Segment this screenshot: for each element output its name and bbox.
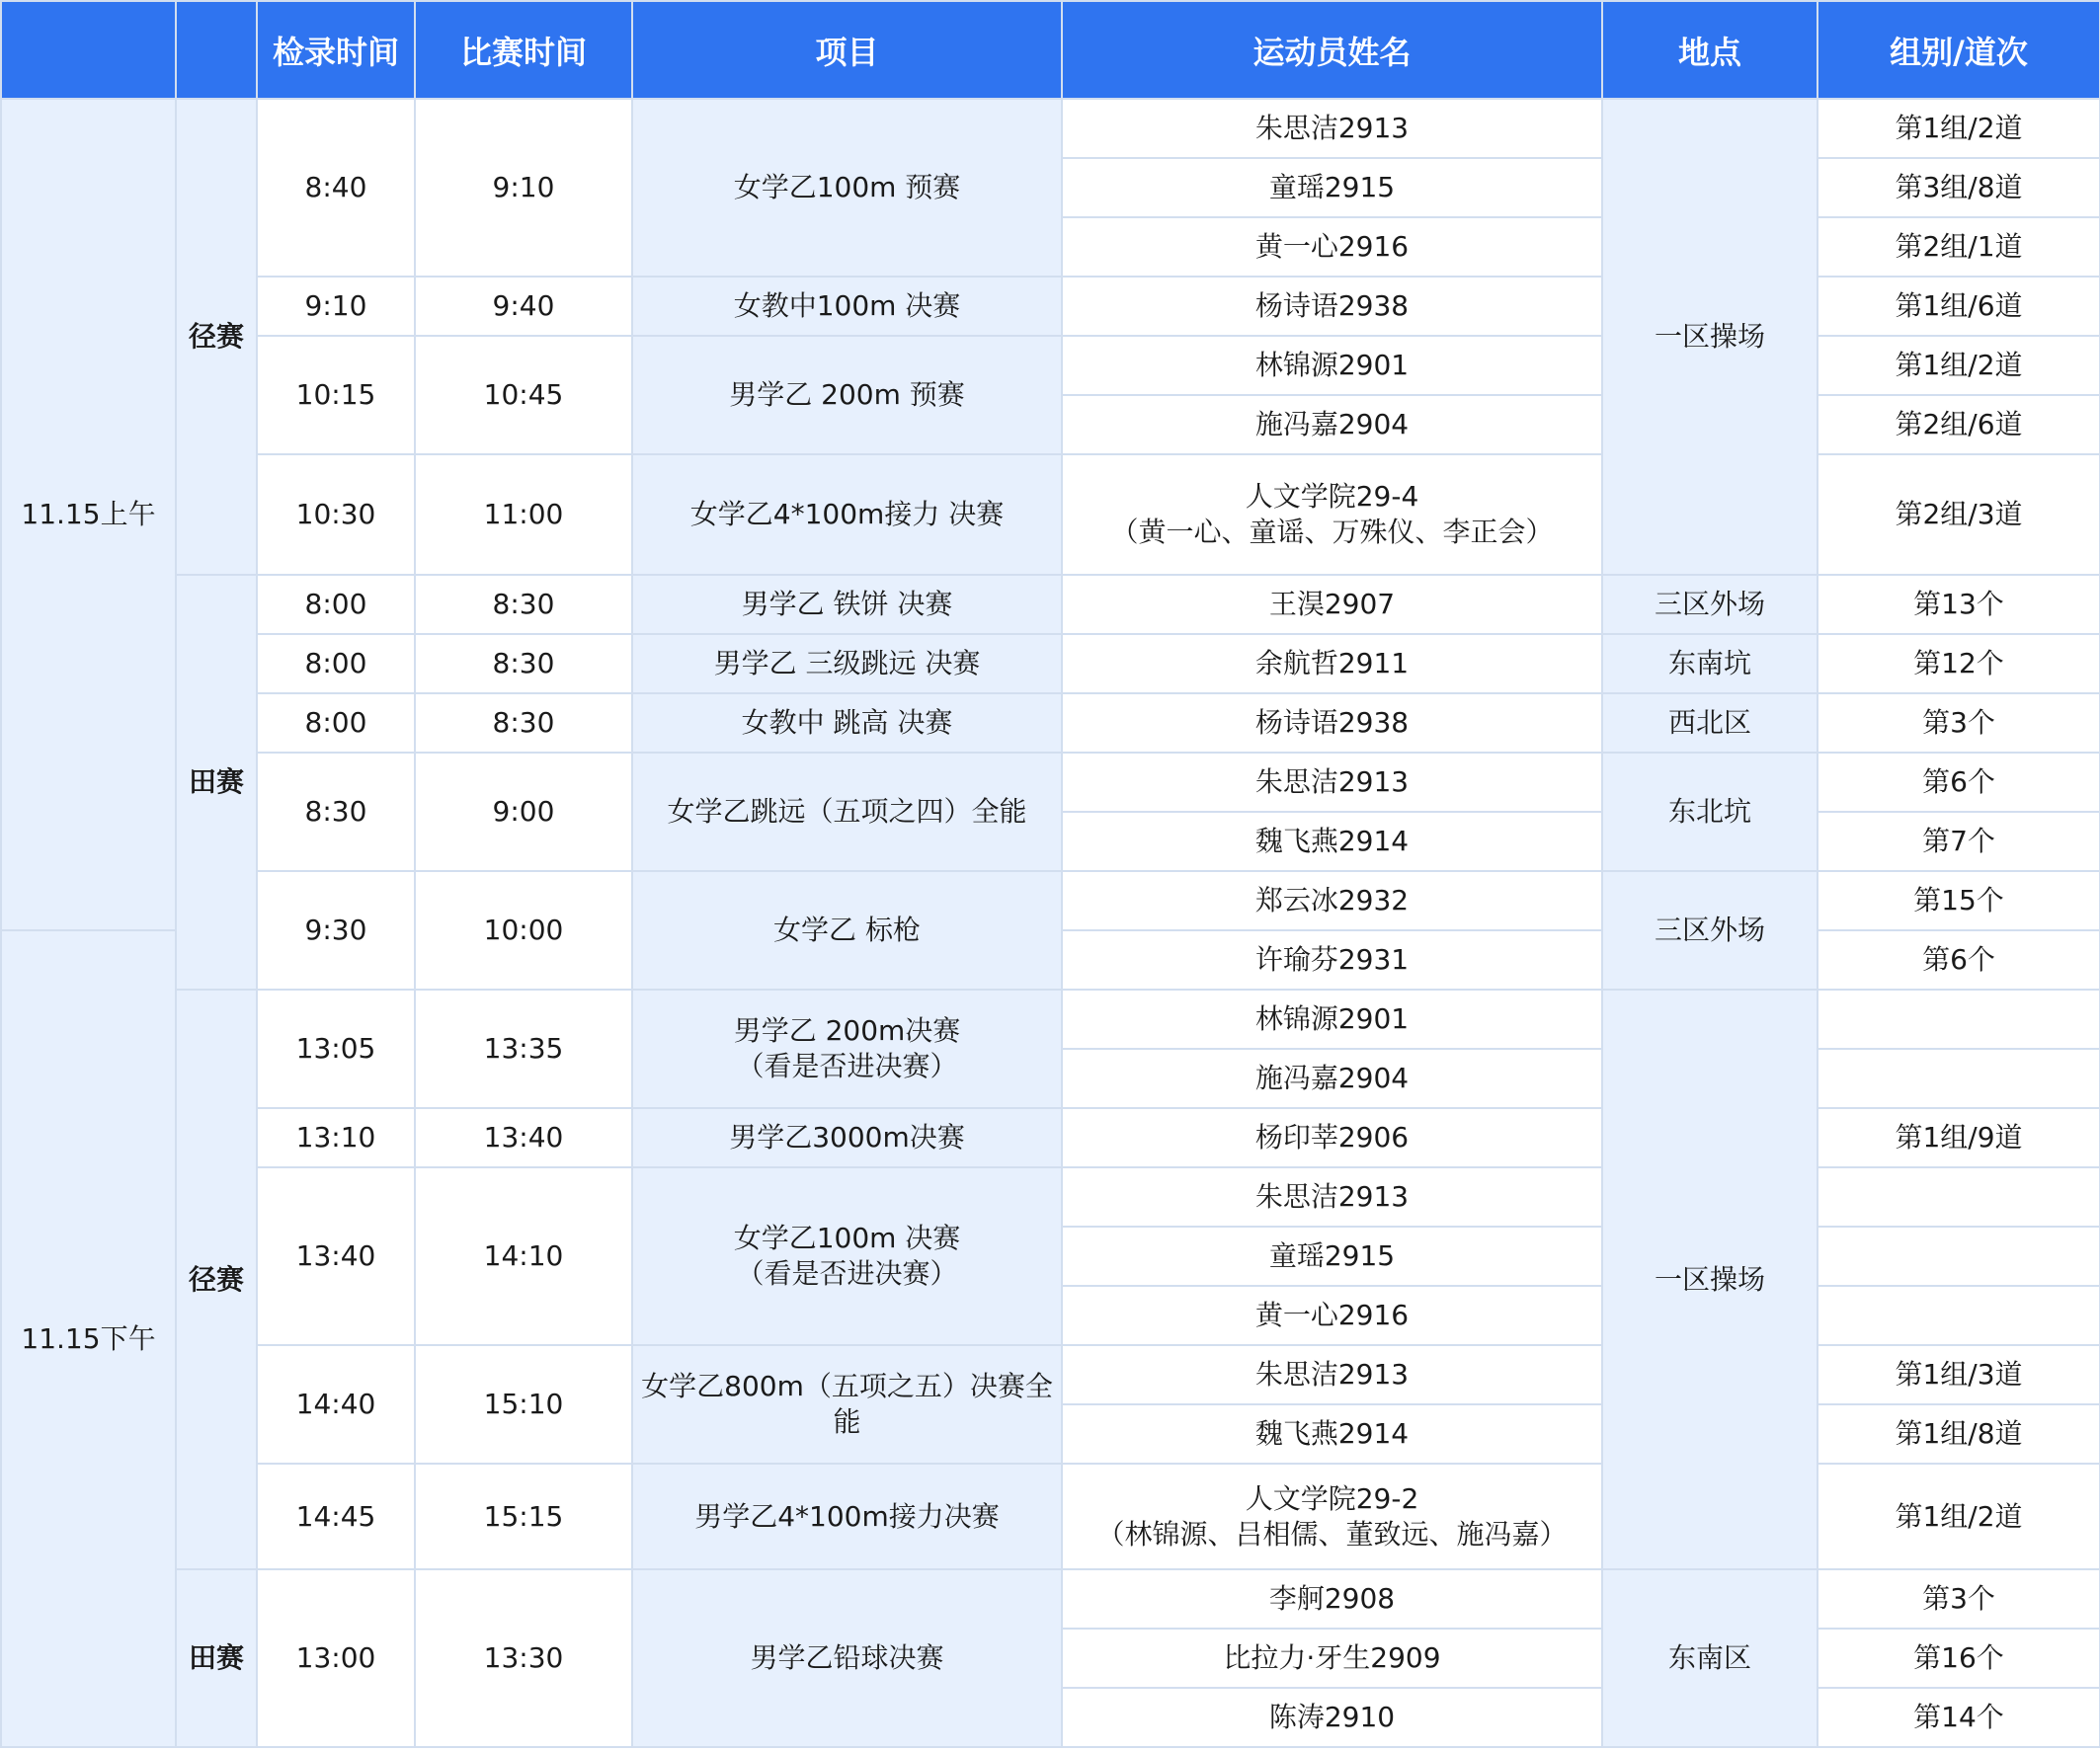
venue-cell: 三区外场 [1602, 575, 1817, 634]
athlete-cell: 许瑜芬2931 [1062, 930, 1602, 990]
group-cell: 第14个 [1817, 1688, 2100, 1747]
start-time-cell: 9:10 [415, 99, 632, 277]
start-time-cell: 9:00 [415, 753, 632, 871]
athlete-cell: 黄一心2916 [1062, 217, 1602, 277]
athlete-cell: 比拉力·牙生2909 [1062, 1629, 1602, 1688]
type-cell: 田赛 [176, 1569, 257, 1747]
athlete-cell: 杨诗语2938 [1062, 693, 1602, 753]
athlete-cell: 魏飞燕2914 [1062, 1404, 1602, 1464]
athlete-cell: 魏飞燕2914 [1062, 812, 1602, 871]
athlete-cell: 朱思洁2913 [1062, 1345, 1602, 1404]
table-row [1, 99, 2100, 158]
start-time-cell: 9:40 [415, 277, 632, 336]
athlete-cell: 朱思洁2913 [1062, 99, 1602, 158]
group-cell: 第6个 [1817, 753, 2100, 812]
start-time-cell: 14:10 [415, 1167, 632, 1345]
table-row [1, 871, 2100, 930]
athlete-cell: 李舸2908 [1062, 1569, 1602, 1629]
check-time-cell: 10:15 [257, 336, 415, 454]
event-cell: 女学乙800m（五项之五）决赛全能 [632, 1345, 1062, 1464]
check-time-cell: 14:45 [257, 1464, 415, 1569]
start-time-cell: 13:30 [415, 1569, 632, 1747]
event-cell: 女学乙4*100m接力 决赛 [632, 454, 1062, 575]
group-cell: 第1组/8道 [1817, 1404, 2100, 1464]
athlete-cell: 林锦源2901 [1062, 336, 1602, 395]
check-time-cell: 13:00 [257, 1569, 415, 1747]
group-cell: 第3个 [1817, 693, 2100, 753]
session-cell: 11.15下午 [1, 930, 176, 1747]
start-time-cell: 10:45 [415, 336, 632, 454]
group-cell: 第16个 [1817, 1629, 2100, 1688]
group-cell: 第15个 [1817, 871, 2100, 930]
group-cell [1817, 1286, 2100, 1345]
event-cell: 女学乙 标枪 [632, 871, 1062, 990]
athlete-cell: 余航哲2911 [1062, 634, 1602, 693]
event-cell: 女学乙100m 决赛 （看是否进决赛） [632, 1167, 1062, 1345]
venue-cell: 东南区 [1602, 1569, 1817, 1747]
check-time-cell: 14:40 [257, 1345, 415, 1464]
check-time-cell: 8:00 [257, 575, 415, 634]
header-check-time: 检录时间 [257, 1, 415, 99]
group-cell: 第1组/9道 [1817, 1108, 2100, 1167]
type-cell: 径赛 [176, 99, 257, 575]
athlete-cell: 朱思洁2913 [1062, 753, 1602, 812]
type-cell: 径赛 [176, 990, 257, 1569]
start-time-cell: 8:30 [415, 634, 632, 693]
athlete-cell: 林锦源2901 [1062, 990, 1602, 1049]
athlete-cell: 郑云冰2932 [1062, 871, 1602, 930]
group-cell: 第6个 [1817, 930, 2100, 990]
group-cell: 第7个 [1817, 812, 2100, 871]
athlete-cell: 陈涛2910 [1062, 1688, 1602, 1747]
athlete-cell: 人文学院29-4 （黄一心、童谣、万殊仪、李正会） [1062, 454, 1602, 575]
header-group: 组别/道次 [1817, 1, 2100, 99]
table-row [1, 1569, 2100, 1629]
header-event: 项目 [632, 1, 1062, 99]
group-cell: 第2组/3道 [1817, 454, 2100, 575]
venue-cell: 一区操场 [1602, 99, 1817, 575]
group-cell: 第1组/6道 [1817, 277, 2100, 336]
check-time-cell: 8:00 [257, 693, 415, 753]
athlete-cell: 杨诗语2938 [1062, 277, 1602, 336]
group-cell: 第1组/3道 [1817, 1345, 2100, 1404]
check-time-cell: 13:05 [257, 990, 415, 1108]
event-cell: 男学乙铅球决赛 [632, 1569, 1062, 1747]
table-row [1, 575, 2100, 634]
start-time-cell: 13:35 [415, 990, 632, 1108]
event-cell: 男学乙 铁饼 决赛 [632, 575, 1062, 634]
header-session [1, 1, 176, 99]
session-cell: 11.15上午 [1, 99, 176, 930]
athlete-cell: 童瑶2915 [1062, 1227, 1602, 1286]
athlete-cell: 朱思洁2913 [1062, 1167, 1602, 1227]
event-cell: 男学乙 200m 预赛 [632, 336, 1062, 454]
venue-cell: 东南坑 [1602, 634, 1817, 693]
group-cell [1817, 1227, 2100, 1286]
table-row [1, 753, 2100, 812]
group-cell: 第3个 [1817, 1569, 2100, 1629]
start-time-cell: 10:00 [415, 871, 632, 990]
start-time-cell: 13:40 [415, 1108, 632, 1167]
group-cell: 第12个 [1817, 634, 2100, 693]
group-cell [1817, 1049, 2100, 1108]
start-time-cell: 8:30 [415, 575, 632, 634]
event-cell: 女教中 跳高 决赛 [632, 693, 1062, 753]
check-time-cell: 13:10 [257, 1108, 415, 1167]
start-time-cell: 8:30 [415, 693, 632, 753]
event-cell: 男学乙 200m决赛 （看是否进决赛） [632, 990, 1062, 1108]
group-cell: 第1组/2道 [1817, 336, 2100, 395]
event-cell: 男学乙 三级跳远 决赛 [632, 634, 1062, 693]
event-cell: 男学乙3000m决赛 [632, 1108, 1062, 1167]
venue-cell: 一区操场 [1602, 990, 1817, 1569]
group-cell [1817, 1167, 2100, 1227]
check-time-cell: 8:40 [257, 99, 415, 277]
start-time-cell: 15:10 [415, 1345, 632, 1464]
check-time-cell: 8:30 [257, 753, 415, 871]
athlete-cell: 施冯嘉2904 [1062, 1049, 1602, 1108]
event-cell: 女学乙跳远（五项之四）全能 [632, 753, 1062, 871]
check-time-cell: 13:40 [257, 1167, 415, 1345]
header-row [1, 1, 2100, 99]
group-cell: 第1组/2道 [1817, 1464, 2100, 1569]
event-cell: 女教中100m 决赛 [632, 277, 1062, 336]
athlete-cell: 黄一心2916 [1062, 1286, 1602, 1345]
table-row [1, 634, 2100, 693]
table-row [1, 990, 2100, 1049]
athlete-cell: 童瑶2915 [1062, 158, 1602, 217]
event-cell: 男学乙4*100m接力决赛 [632, 1464, 1062, 1569]
header-athlete: 运动员姓名 [1062, 1, 1602, 99]
athlete-cell: 杨印莘2906 [1062, 1108, 1602, 1167]
check-time-cell: 8:00 [257, 634, 415, 693]
athlete-cell: 人文学院29-2 （林锦源、吕相儒、董致远、施冯嘉） [1062, 1464, 1602, 1569]
group-cell [1817, 990, 2100, 1049]
venue-cell: 三区外场 [1602, 871, 1817, 990]
check-time-cell: 10:30 [257, 454, 415, 575]
group-cell: 第1组/2道 [1817, 99, 2100, 158]
venue-cell: 西北区 [1602, 693, 1817, 753]
start-time-cell: 11:00 [415, 454, 632, 575]
header-start-time: 比赛时间 [415, 1, 632, 99]
check-time-cell: 9:10 [257, 277, 415, 336]
group-cell: 第2组/1道 [1817, 217, 2100, 277]
group-cell: 第2组/6道 [1817, 395, 2100, 454]
table-row [1, 693, 2100, 753]
athlete-cell: 王淏2907 [1062, 575, 1602, 634]
venue-cell: 东北坑 [1602, 753, 1817, 871]
header-type [176, 1, 257, 99]
type-cell: 田赛 [176, 575, 257, 990]
event-cell: 女学乙100m 预赛 [632, 99, 1062, 277]
check-time-cell: 9:30 [257, 871, 415, 990]
header-venue: 地点 [1602, 1, 1817, 99]
start-time-cell: 15:15 [415, 1464, 632, 1569]
group-cell: 第13个 [1817, 575, 2100, 634]
group-cell: 第3组/8道 [1817, 158, 2100, 217]
athlete-cell: 施冯嘉2904 [1062, 395, 1602, 454]
